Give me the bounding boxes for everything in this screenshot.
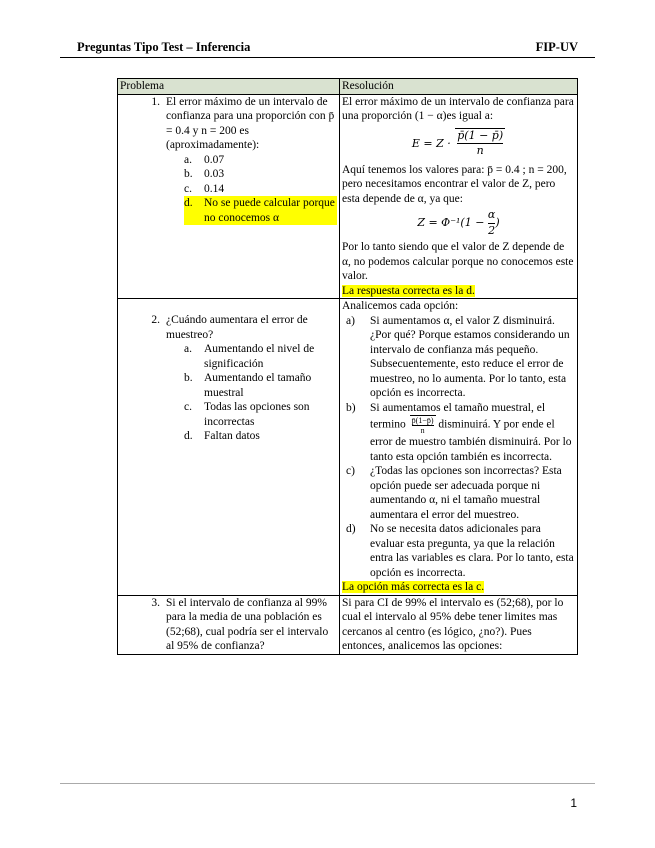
option-b: b. Aumentando el tamaño muestral [184,372,312,399]
option-b: b. 0.03 [184,168,225,180]
resolution-a: a) Si aumentamos α, el valor Z disminuirá. ¿Por qué? Porque estamos considerando un intervalo de confianza más pequeño. Subsecuentemente, esto reduce el error de muestreo, no lo aumenta. Por lo tanto, esta opción es incorrecta. [346,314,570,399]
page-number: 1 [570,796,577,810]
resolution-d: d) No se necesita datos adicionales para evaluar esta pregunta, ya que la relación entra las variables es clara. Por lo tanto, esta opción es incorrecta. [346,523,574,579]
option-d: d. Faltan datos [184,430,260,442]
formula-z: Z = Φ⁻¹(1 − $\frac{\alpha}{2}$ ) [417,208,500,237]
header-title: Preguntas Tipo Test – Inferencia [77,40,251,54]
question-number: 3. [151,596,160,609]
questions-table [117,78,578,655]
option-c: c. Todas las opciones son incorrectas [184,401,310,428]
problem-cell [118,595,340,654]
resolution-conclusion: Por lo tanto siendo que el valor de Z depende de α, no podemos calcular porque no conocemos este valor. [342,241,574,282]
table-row [118,94,578,299]
option-c: c. 0.14 [184,182,225,195]
question-number: 2. [151,314,160,326]
resolution-cell [340,94,578,299]
table-row [118,595,578,654]
resolution-c: c) ¿Todas las opciones son incorrectas? Esta opción puede ser adecuada porque ni aumentando α, ni el tamaño muestral aumentara el error del muestreo. [346,465,562,521]
option-d: d. No se puede calcular porque no conocemos α [184,196,337,225]
table-row [118,299,578,596]
footer-rule [60,783,595,784]
resolution-b: b) Si aumentamos el tamaño muestral, el termino $\frac{p̄(1-p̄)}{n}$ disminuirá. Y por ende el error de muestro también disminuirá. Por lo tanto esta opción también es incorrecta. [346,401,572,463]
column-header-resolucion: Resolución [340,79,578,95]
option-a: a. Aumentando el nivel de significación [184,343,315,370]
page-header [77,40,578,58]
resolution-intro: Analicemos cada opción: [342,300,459,312]
problem-cell [118,94,340,299]
question-text: El error máximo de un intervalo de confianza para una proporción con p̄ = 0.4 y n = 200 es (aproximadamente): [166,95,335,151]
resolution-cell [340,299,578,596]
resolution-cell [340,595,578,654]
option-a: a. 0.07 [184,153,225,166]
resolution-intro: El error máximo de un intervalo de confianza para una proporción (1 − α)es igual a: [342,95,574,122]
table-header-row [118,79,578,95]
answer-text: La opción más correcta es la c. [342,581,485,593]
question-text: Si el intervalo de confianza al 99% para la media de una población es (52;68), cual podría ser el intervalo al 95% de confianza? [166,596,329,652]
question-text: ¿Cuándo aumentara el error de muestreo? [166,314,308,341]
formula-error: E = Z · $\frac{p̄(1 - p̄)}{n}$ [411,128,504,157]
resolution-intro: Si para CI de 99% el intervalo es (52;68), por lo cual el intervalo al 95% debe tener limites mas cercanos al centro (es lógico, ¿no?). Pues entonces, analicemos las opciones: [342,596,564,652]
resolution-values: Aquí tenemos los valores para: p̄ = 0.4 ; n = 200, pero necesitamos encontrar el valor de Z, pero esta depende de α, ya que: [342,163,567,205]
question-number: 1. [151,95,160,108]
column-header-problema: Problema [118,79,340,95]
header-org: FIP-UV [535,40,578,54]
header-rule [60,57,595,58]
problem-cell [118,299,340,596]
answer-text: La respuesta correcta es la d. [342,284,475,297]
